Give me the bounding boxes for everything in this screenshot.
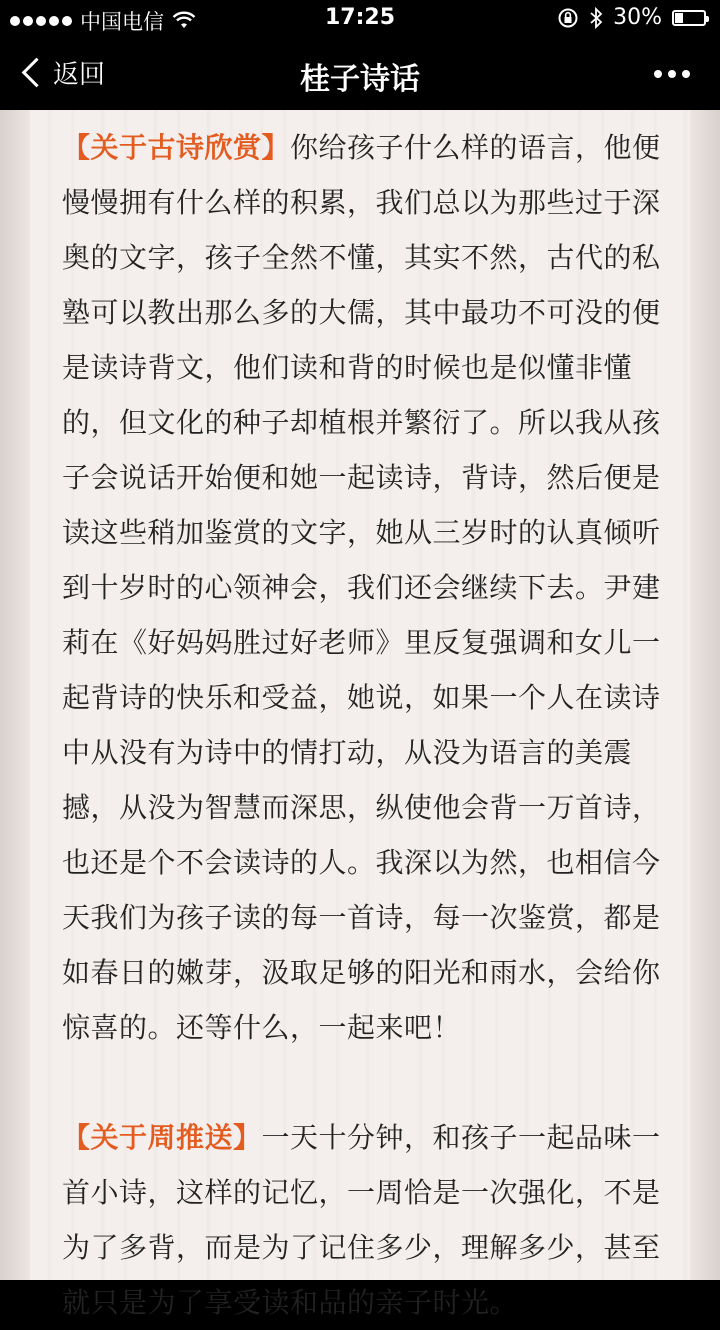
right-border-decoration [690,110,720,1280]
article-container[interactable] [0,110,720,1319]
back-label: 返回 [53,60,106,90]
battery-icon [672,10,706,26]
article-body [62,120,662,1330]
page-title: 桂子诗话 [300,62,420,97]
carrier-name: 中国电信 [80,10,164,34]
section-tag: 【关于周推送】 [62,1121,262,1154]
status-bar [0,0,720,40]
left-border-decoration [0,110,30,1280]
battery-percent: 30% [613,5,662,30]
rotation-lock-icon [557,7,579,29]
section-tag: 【关于古诗欣赏】 [62,131,291,164]
more-options-icon[interactable] [654,70,690,78]
paragraph-weekly-push [62,1110,662,1330]
status-right [557,5,706,30]
paragraph-text: 你给孩子什么样的语言，他便慢慢拥有什么样的积累，我们总以为那些过于深奥的文字，孩子全然不懂，其实不然，古代的私塾可以教出那么多的大儒，其中最功不可没的便是读诗背文，他们读和背的时候也是似懂非懂的，但文化的种子却植根并繁衍了。所以我从孩子会说话开始便和她一起读诗，背诗，然后便是读这些稍加鉴赏的文字，她从三岁时的认真倾听到十岁时的心领神会，我们还会继续下去。尹建莉在《好妈妈胜过好老师》里反复强调和女儿一起背诗的快乐和受益，她说，如果一个人在读诗中从没有为诗中的情打动，从没为语言的美震撼，从没为智慧而深思，纵使他会背一万首诗，也还是个不会读诗的人。我深以为然，也相信今天我们为孩子读的每一首诗，每一次鉴赏，都是如春日的嫩芽，汲取足够的阳光和雨水，会给你惊喜的。还等什么，一起来吧！ [62,131,661,1044]
bluetooth-icon [589,7,603,29]
status-time: 17:25 [324,5,396,30]
paragraph-poetry-appreciation [62,120,662,1055]
nav-bar [0,40,720,110]
paragraph-text: 一天十分钟，和孩子一起品味一首小诗，这样的记忆，一周恰是一次强化，不是为了多背，而是为了记住多少，理解多少，甚至就只是为了享受读和品的亲子时光。 [62,1121,661,1319]
